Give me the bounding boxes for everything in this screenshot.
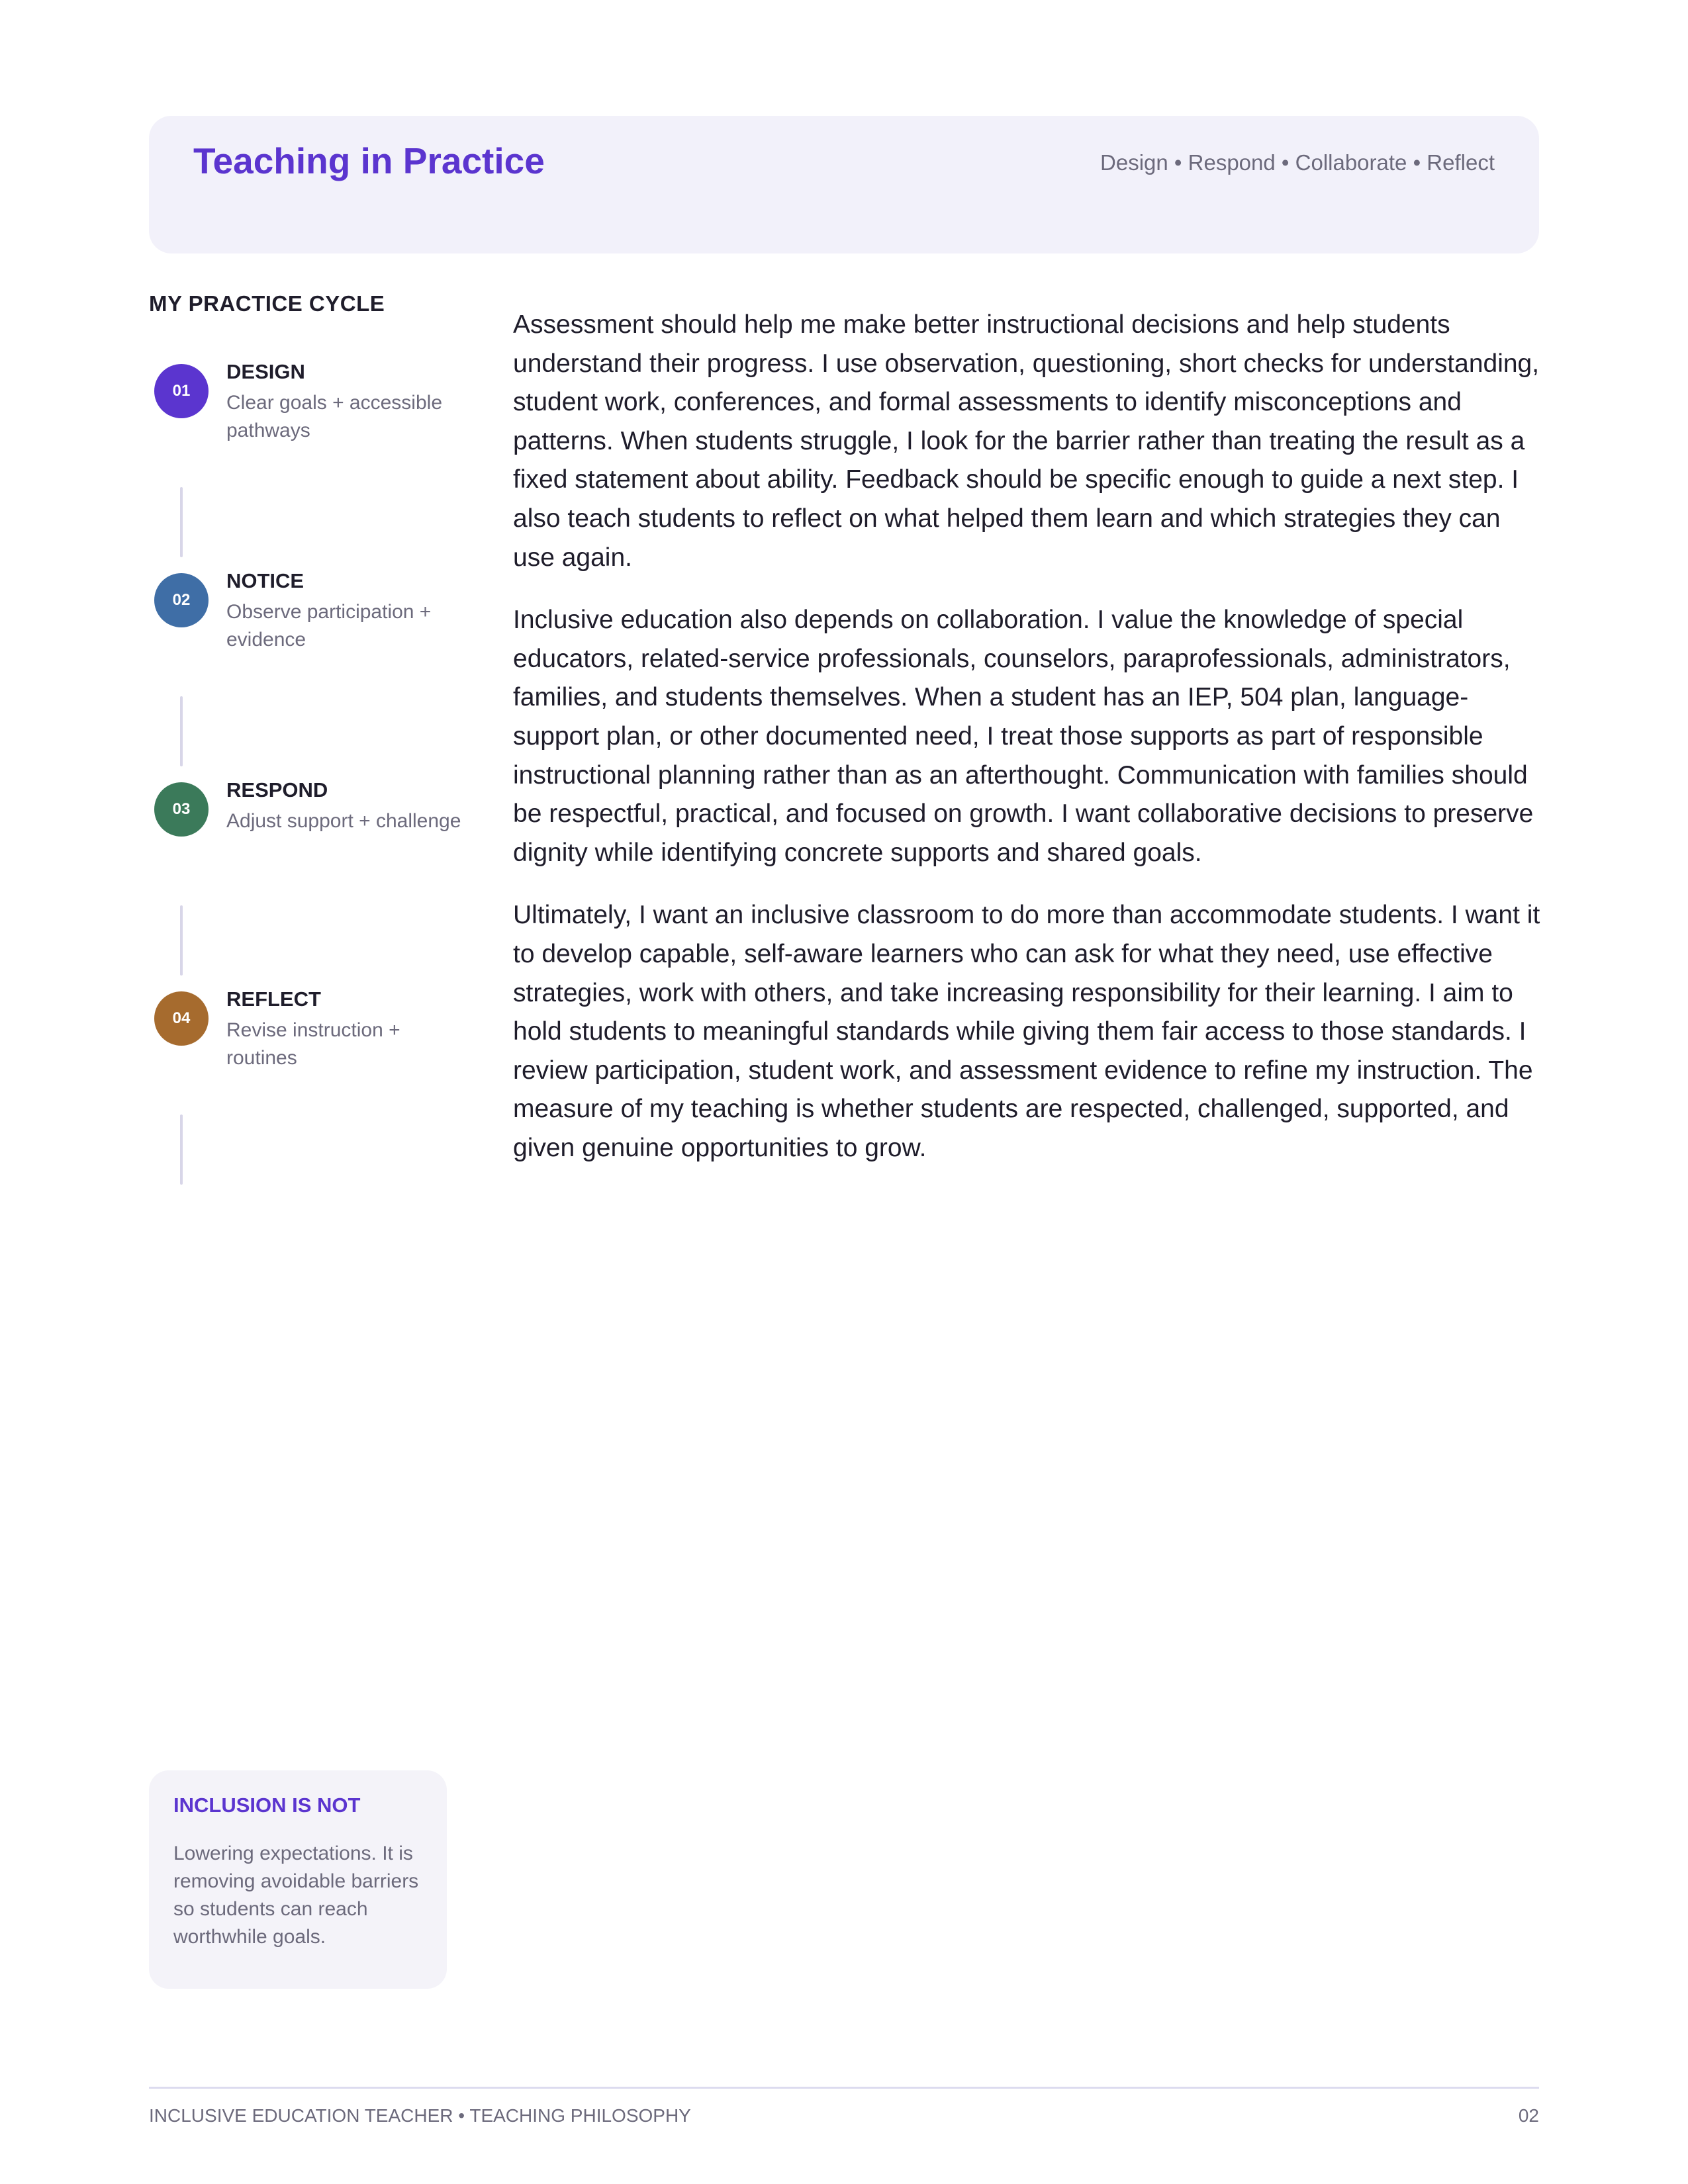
step-number-badge: 01: [154, 364, 209, 418]
footer-label: INCLUSIVE EDUCATION TEACHER • TEACHING PHILOSOPHY: [149, 2105, 691, 2126]
step-title: NOTICE: [226, 569, 305, 592]
step-number-badge: 03: [154, 782, 209, 837]
step-description: Adjust support + challenge: [226, 810, 461, 832]
body-paragraph: Inclusive education also depends on collaboration. I value the knowledge of special educators, related-service professionals, counselors, paraprofessionals, administrators, families, and students themselves. When a student has an IEP, 504 plan, language-support plan, or other documented need, I treat those supports as part of responsible instructional planning rather than as an afterthought. Communication with families should be respectful, practical, and focused on growth. I want collaborative decisions to preserve dignity while identifying concrete supports and shared goals.: [513, 606, 1534, 867]
sidebar-heading: MY PRACTICE CYCLE: [149, 291, 385, 316]
body-paragraph: Assessment should help me make better instructional decisions and help students understand their progress. I use observation, questioning, short checks for understanding, student work, conferences, and formal assessments to identify misconceptions and patterns. When students struggle, I look for the barrier rather than treating the result as a fixed statement about ability. Feedback should be specific enough to guide a next step. I also teach students to reflect on what helped them learn and which strategies they can use again.: [513, 310, 1540, 572]
callout-title: INCLUSION IS NOT: [173, 1794, 361, 1817]
header-tagline: Design • Respond • Collaborate • Reflect: [1100, 150, 1495, 175]
page-title: Teaching in Practice: [193, 140, 545, 181]
callout-body: Lowering expectations. It is removing avoidable barriers so students can reach worthwhile goals.: [173, 1843, 419, 1948]
step-connector: [180, 487, 183, 557]
step-title: RESPOND: [226, 778, 328, 801]
footer-divider: [149, 2087, 1539, 2089]
step-number-badge: 04: [154, 991, 209, 1046]
step-number-badge: 02: [154, 573, 209, 627]
body-paragraph: Ultimately, I want an inclusive classroom to do more than accommodate students. I want it to develop capable, self-aware learners who can ask for what they need, use effective strategies, work with others, and take increasing responsibility for their learning. I aim to hold students to meaningful standards while giving them fair access to those standards. I review participation, student work, and assessment evidence to refine my instruction. The measure of my teaching is whether students are respected, challenged, supported, and given genuine opportunities to grow.: [513, 901, 1540, 1162]
step-title: DESIGN: [226, 360, 305, 383]
step-connector: [180, 696, 183, 766]
step-connector: [180, 905, 183, 976]
page-number: 02: [1518, 2105, 1539, 2126]
step-description: Revise instruction + routines: [226, 1019, 400, 1069]
step-title: REFLECT: [226, 987, 321, 1011]
inclusion-callout: [149, 1770, 447, 1989]
step-description: Observe participation + evidence: [226, 601, 432, 651]
step-connector: [180, 1115, 183, 1185]
philosophy-body: [513, 306, 1546, 1191]
step-description: Clear goals + accessible pathways: [226, 392, 443, 441]
page-header: [149, 116, 1539, 253]
practice-cycle-sidebar: [149, 291, 461, 1069]
